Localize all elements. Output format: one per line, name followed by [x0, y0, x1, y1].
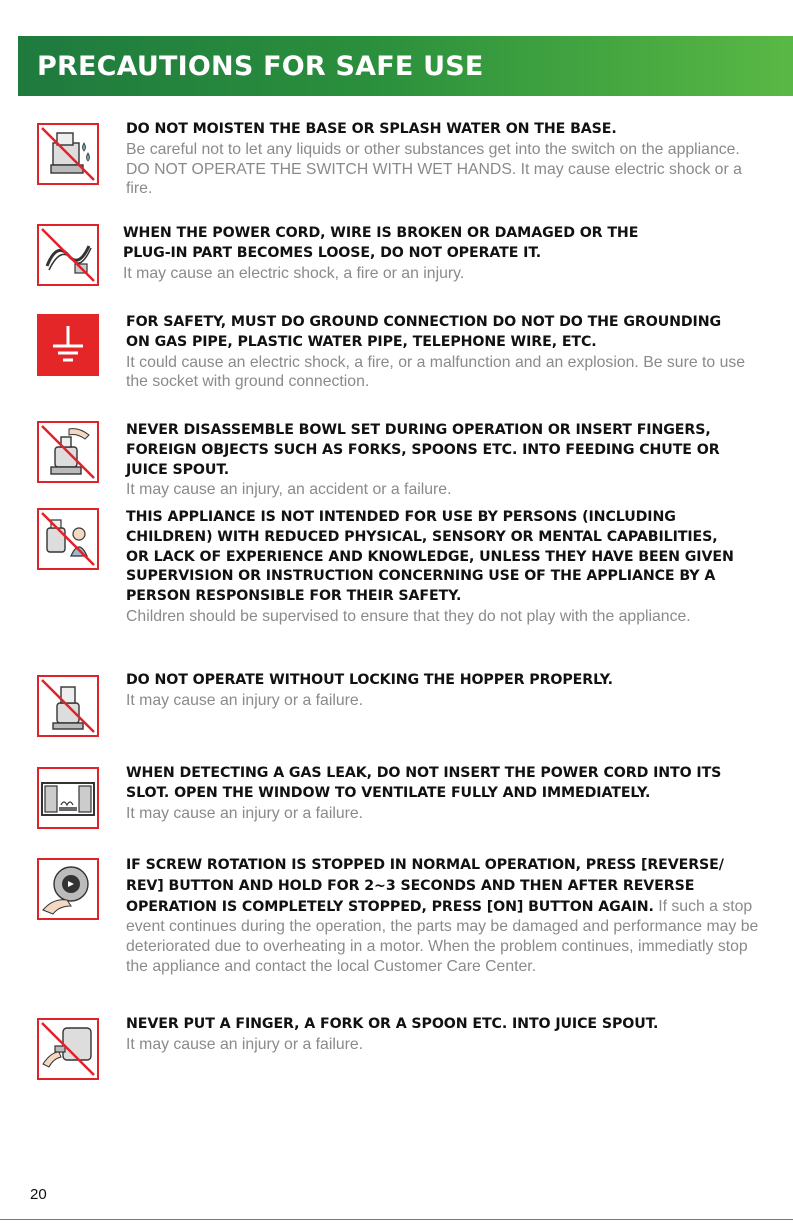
- ground-connection-icon: [37, 314, 99, 376]
- item-body: It may cause an injury or a failure.: [126, 1035, 364, 1053]
- item-heading: IF SCREW ROTATION IS STOPPED IN NORMAL OPERATION, PRESS [REVERSE/ REV] BUTTON AND HOLD FOR 2~3 SECONDS AND THEN AFTER REVERSE OPERATION IS COMPLETELY STOPPED, PRESS [ON] BUTTON AGAIN.: [126, 857, 724, 915]
- hopper-lock-icon: [37, 675, 99, 737]
- item-body: It may cause an injury, an accident or a failure.: [126, 481, 452, 499]
- item-body: [126, 855, 766, 977]
- item-body: It may cause an electric shock, a fire or an injury.: [123, 264, 465, 282]
- no-water-on-base-icon: [37, 123, 99, 185]
- item-body: Children should be supervised to ensure that they do not play with the appliance.: [126, 607, 691, 625]
- item-heading: WHEN DETECTING A GAS LEAK, DO NOT INSERT THE POWER CORD INTO ITS SLOT. OPEN THE WINDOW TO VENTILATE FULLY AND IMMEDIATELY.: [126, 765, 722, 801]
- no-fingers-in-chute-icon: [37, 421, 99, 483]
- no-children-icon: [37, 508, 99, 570]
- page-number: 20: [30, 1186, 47, 1203]
- reverse-button-icon: [37, 858, 99, 920]
- item-heading: THIS APPLIANCE IS NOT INTENDED FOR USE BY PERSONS (INCLUDING CHILDREN) WITH REDUCED PHYSICAL, SENSORY OR MENTAL CAPABILITIES, OR LACK OF EXPERIENCE AND KNOWLEDGE, UNLESS THEY HAVE BEEN GIVEN SUPERVISION OR INSTRUCTION CONCERNING USE OF THE APPLIANCE BY A PERSON RESPONSIBLE FOR THEIR SAFETY.: [126, 509, 734, 605]
- item-heading: DO NOT OPERATE WITHOUT LOCKING THE HOPPER PROPERLY.: [126, 672, 613, 688]
- item-heading: NEVER PUT A FINGER, A FORK OR A SPOON ETC. INTO JUICE SPOUT.: [126, 1016, 659, 1032]
- item-body: Be careful not to let any liquids or other substances get into the switch on the appliance. DO NOT OPERATE THE SWITCH WITH WET HANDS. It may cause electric shock or a fire.: [126, 140, 742, 198]
- no-finger-in-spout-icon: [37, 1018, 99, 1080]
- item-heading: WHEN THE POWER CORD, WIRE IS BROKEN OR DAMAGED OR THE PLUG-IN PART BECOMES LOOSE, DO NOT OPERATE IT.: [123, 225, 639, 261]
- damaged-cord-icon: [37, 224, 99, 286]
- title-banner: [18, 36, 793, 96]
- open-window-icon: [37, 767, 99, 829]
- footer-rule: [0, 1219, 793, 1220]
- item-body: It may cause an injury or a failure.: [126, 691, 364, 709]
- item-heading: FOR SAFETY, MUST DO GROUND CONNECTION DO NOT DO THE GROUNDING ON GAS PIPE, PLASTIC WATER PIPE, TELEPHONE WIRE, ETC.: [126, 314, 722, 350]
- item-body: It could cause an electric shock, a fire, or a malfunction and an explosion. Be sure to use the socket with ground connection.: [126, 353, 746, 391]
- item-heading: NEVER DISASSEMBLE BOWL SET DURING OPERATION OR INSERT FINGERS, FOREIGN OBJECTS SUCH AS FORKS, SPOONS ETC. INTO FEEDING CHUTE OR JUICE SPOUT.: [126, 422, 720, 478]
- item-heading: DO NOT MOISTEN THE BASE OR SPLASH WATER ON THE BASE.: [126, 121, 617, 137]
- item-body: It may cause an injury or a failure.: [126, 804, 364, 822]
- item-body-text: If such a stop event continues during the operation, the parts may be damaged and performance may be deteriorated due to overheating in a motor. When the problem continues, immediatly stop the appliance and contact the local Customer Care Center.: [126, 897, 759, 975]
- page-title: PRECAUTIONS FOR SAFE USE: [37, 50, 484, 82]
